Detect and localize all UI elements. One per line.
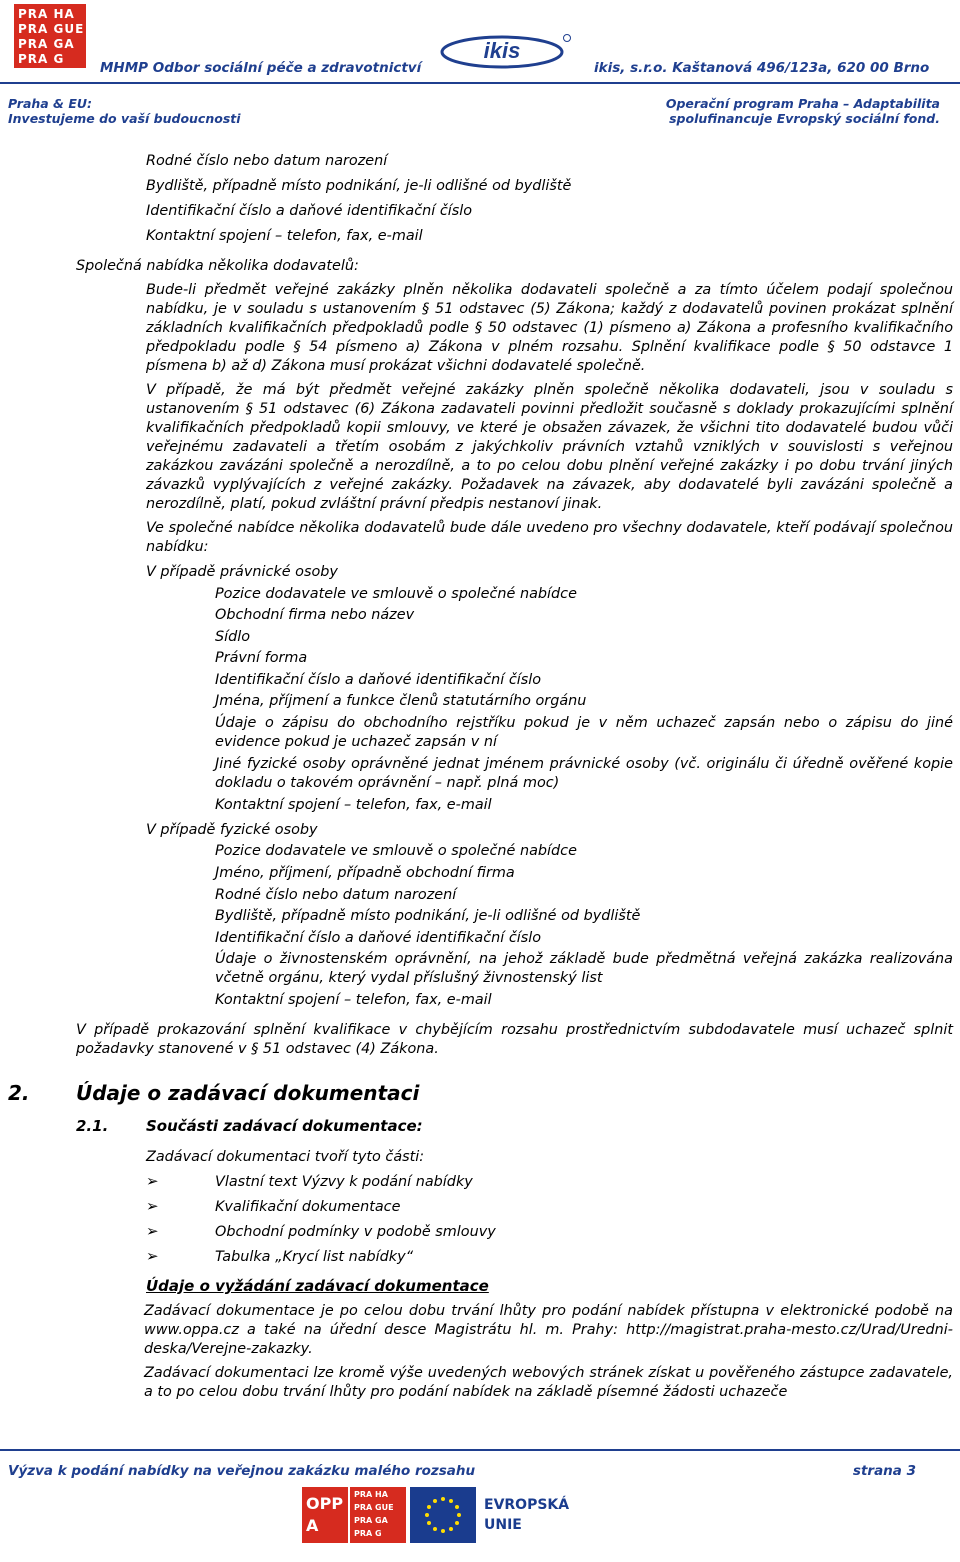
praha-logo-footer bbox=[350, 1487, 406, 1543]
list-item: Jiné fyzické osoby oprávněné jednat jménem právnické osoby (vč. originálu či úředně ověřené kopie dokladu o takovém oprávnění – např. plná moc) bbox=[215, 756, 953, 791]
paragraph-subcontractor: V případě prokazování splnění kvalifikace v chybějícím rozsahu prostřednictvím subdodavatele musí uchazeč splnit požadavky stanovené v § 51 odstavec (4) Zákona. bbox=[76, 1022, 953, 1057]
list-item: Obchodní firma nebo název bbox=[215, 607, 415, 623]
ikis-logo-text: ikis bbox=[483, 38, 521, 63]
bullet-arrow-icon: ➢ bbox=[146, 1197, 159, 1215]
logo-line: PRA G bbox=[18, 52, 65, 66]
paragraph-request-agent: Zadávací dokumentaci lze kromě výše uvedených webových stránek získat u pověřeného zástupce zadavatele, a to po celou dobu trvání lhůty pro podání nabídek na základě písemné žádosti uchazeče bbox=[144, 1365, 953, 1400]
header-right-line2: spolufinancuje Evropský sociální fond. bbox=[669, 111, 940, 126]
list-item: Pozice dodavatele ve smlouvě o společné nabídce bbox=[215, 586, 577, 602]
footer-title: Výzva k podání nabídky na veřejnou zakázku malého rozsahu bbox=[8, 1463, 476, 1479]
list-item: Právní forma bbox=[215, 650, 308, 666]
eu-logo-line: EVROPSKÁ bbox=[484, 1497, 570, 1513]
paragraph-joint-qualification: Bude-li předmět veřejné zakázky plněn několika dodavateli společně a za tímto účelem podají společnou nabídku, je v souladu s ustanovením § 51 odstavec (5) Zákona; každý z dodavatelů povinen prokázat splnění základních kvalifikačních předpokladů podle § 50 odstavec (1) písmeno a) Zákona a profesního kvalifikačního předpokladu podle § 54 písmeno a) Zákona v plném rozsahu. Splnění kvalifikace podle § 50 odstavce 1 písmena b) až d) Zákona musí prokázat všichni dodavatelé společně. bbox=[146, 282, 953, 374]
header-left-line1: Praha & EU: bbox=[8, 96, 93, 111]
org-title: MHMP Odbor sociální péče a zdravotnictví bbox=[100, 60, 422, 76]
page-number: strana 3 bbox=[852, 1463, 916, 1479]
opp-logo-text: OPP A bbox=[306, 1494, 344, 1535]
list-item: Údaje o zápisu do obchodního rejstříku pokud je v něm uchazeč zapsán nebo o zápisu do jiné evidence pokud je uchazeč zapsán v ní bbox=[215, 715, 953, 750]
eu-stars-icon bbox=[410, 1487, 560, 1543]
logo-line: PRA HA bbox=[18, 7, 75, 21]
paragraph-request-web: Zadávací dokumentace je po celou dobu trvání lhůty pro podání nabídek přístupna v elektronické podobě na www.oppa.cz a také na úřední desce Magistrátu hl. m. Prahy: http://magistrat.praha-mesto.cz/Urad/Uredni-deska/Verejne-zakazky. bbox=[144, 1303, 953, 1357]
list-item: Jména, příjmení a funkce členů statutárního orgánu bbox=[215, 693, 587, 709]
subsection-number: 2.1. bbox=[76, 1117, 109, 1135]
ikis-logo bbox=[440, 30, 572, 70]
list-item: Identifikační číslo a daňové identifikační číslo bbox=[146, 203, 473, 219]
list-item: Rodné číslo nebo datum narození bbox=[146, 153, 388, 169]
list-item: Kontaktní spojení – telefon, fax, e-mail bbox=[146, 228, 423, 244]
request-title: Údaje o vyžádání zadávací dokumentace bbox=[146, 1277, 489, 1295]
bullet-arrow-icon: ➢ bbox=[146, 1247, 159, 1265]
legal-entity-title: V případě právnické osoby bbox=[146, 564, 338, 580]
subsection-title: Součásti zadávací dokumentace: bbox=[146, 1117, 423, 1135]
bullet-arrow-icon: ➢ bbox=[146, 1222, 159, 1240]
list-item: Údaje o živnostenském oprávnění, na jehož základě bude předmětná veřejná zakázka realizována včetně orgánu, který vydal příslušný živnostenský list bbox=[215, 951, 953, 986]
header-left-line2: Investujeme do vaší budoucnosti bbox=[8, 111, 241, 126]
list-item: Obchodní podmínky v podobě smlouvy bbox=[215, 1224, 496, 1240]
list-item: Identifikační číslo a daňové identifikační číslo bbox=[215, 672, 542, 688]
logo-line: PRA G bbox=[354, 1529, 382, 1538]
logo-line: PRA GA bbox=[354, 1516, 388, 1525]
list-item: Bydliště, případně místo podnikání, je-li odlišné od bydliště bbox=[146, 178, 572, 194]
logo-line: PRA HA bbox=[354, 1490, 388, 1499]
list-item: Vlastní text Výzvy k podání nabídky bbox=[215, 1174, 473, 1190]
natural-person-title: V případě fyzické osoby bbox=[146, 822, 318, 838]
eu-logo-line: UNIE bbox=[484, 1517, 522, 1533]
list-item: Kontaktní spojení – telefon, fax, e-mail bbox=[215, 992, 492, 1008]
eu-flag-icon bbox=[410, 1487, 570, 1543]
opp-logo bbox=[302, 1487, 348, 1543]
company-address: ikis, s.r.o. Kaštanová 496/123a, 620 00 Brno bbox=[594, 60, 930, 76]
list-item: Jméno, příjmení, případně obchodní firma bbox=[215, 865, 515, 881]
list-item: Pozice dodavatele ve smlouvě o společné nabídce bbox=[215, 843, 577, 859]
section-title: Údaje o zadávací dokumentaci bbox=[76, 1081, 420, 1105]
list-item: Kontaktní spojení – telefon, fax, e-mail bbox=[215, 797, 492, 813]
logo-line: PRA GA bbox=[18, 37, 75, 51]
header-rule bbox=[0, 82, 960, 84]
list-item: Rodné číslo nebo datum narození bbox=[215, 887, 457, 903]
logo-line: PRA GUE bbox=[354, 1503, 394, 1512]
documentation-intro: Zadávací dokumentaci tvoří tyto části: bbox=[146, 1149, 425, 1165]
praha-logo bbox=[14, 4, 86, 68]
list-item: Bydliště, případně místo podnikání, je-li odlišné od bydliště bbox=[215, 908, 641, 924]
logo-line: PRA GUE bbox=[18, 22, 85, 36]
paragraph-joint-liability: V případě, že má být předmět veřejné zakázky plněn společně několika dodavateli, jsou v souladu s ustanovením § 51 odstavec (6) Zákona zadavateli povinni předložit současně s doklady prokazujícími splnění kvalifikačních předpokladů kopii smlouvy, ve které je obsažen závazek, že všichni tito dodavatelé budou vůči veřejnému zadavateli a třetím osobám z jakýchkoliv právních vztahů vzniklých v souvislosti s veřejnou zakázkou zavázáni společně a nerozdílně, a to po celou dobu plnění veřejné zakázky i po dobu trvání jiných závazků vyplývajících z veřejné zakázky. Požadavek na závazek, aby dodavatelé byli zavázáni společně a nerozdílně, platí, pokud zvláštní právní předpis nestanoví jinak. bbox=[146, 382, 953, 512]
bullet-arrow-icon: ➢ bbox=[146, 1172, 159, 1190]
header-right-line1: Operační program Praha – Adaptabilita bbox=[665, 96, 940, 111]
footer-rule bbox=[0, 1449, 960, 1451]
list-item: Kvalifikační dokumentace bbox=[215, 1199, 401, 1215]
joint-offer-title: Společná nabídka několika dodavatelů: bbox=[76, 258, 359, 274]
paragraph-joint-details: Ve společné nabídce několika dodavatelů bude dále uvedeno pro všechny dodavatele, kteří podávají společnou nabídku: bbox=[146, 520, 953, 555]
list-item: Sídlo bbox=[215, 629, 251, 645]
section-number: 2. bbox=[8, 1081, 30, 1105]
list-item: Identifikační číslo a daňové identifikační číslo bbox=[215, 930, 542, 946]
list-item: Tabulka „Krycí list nabídky“ bbox=[215, 1249, 414, 1265]
